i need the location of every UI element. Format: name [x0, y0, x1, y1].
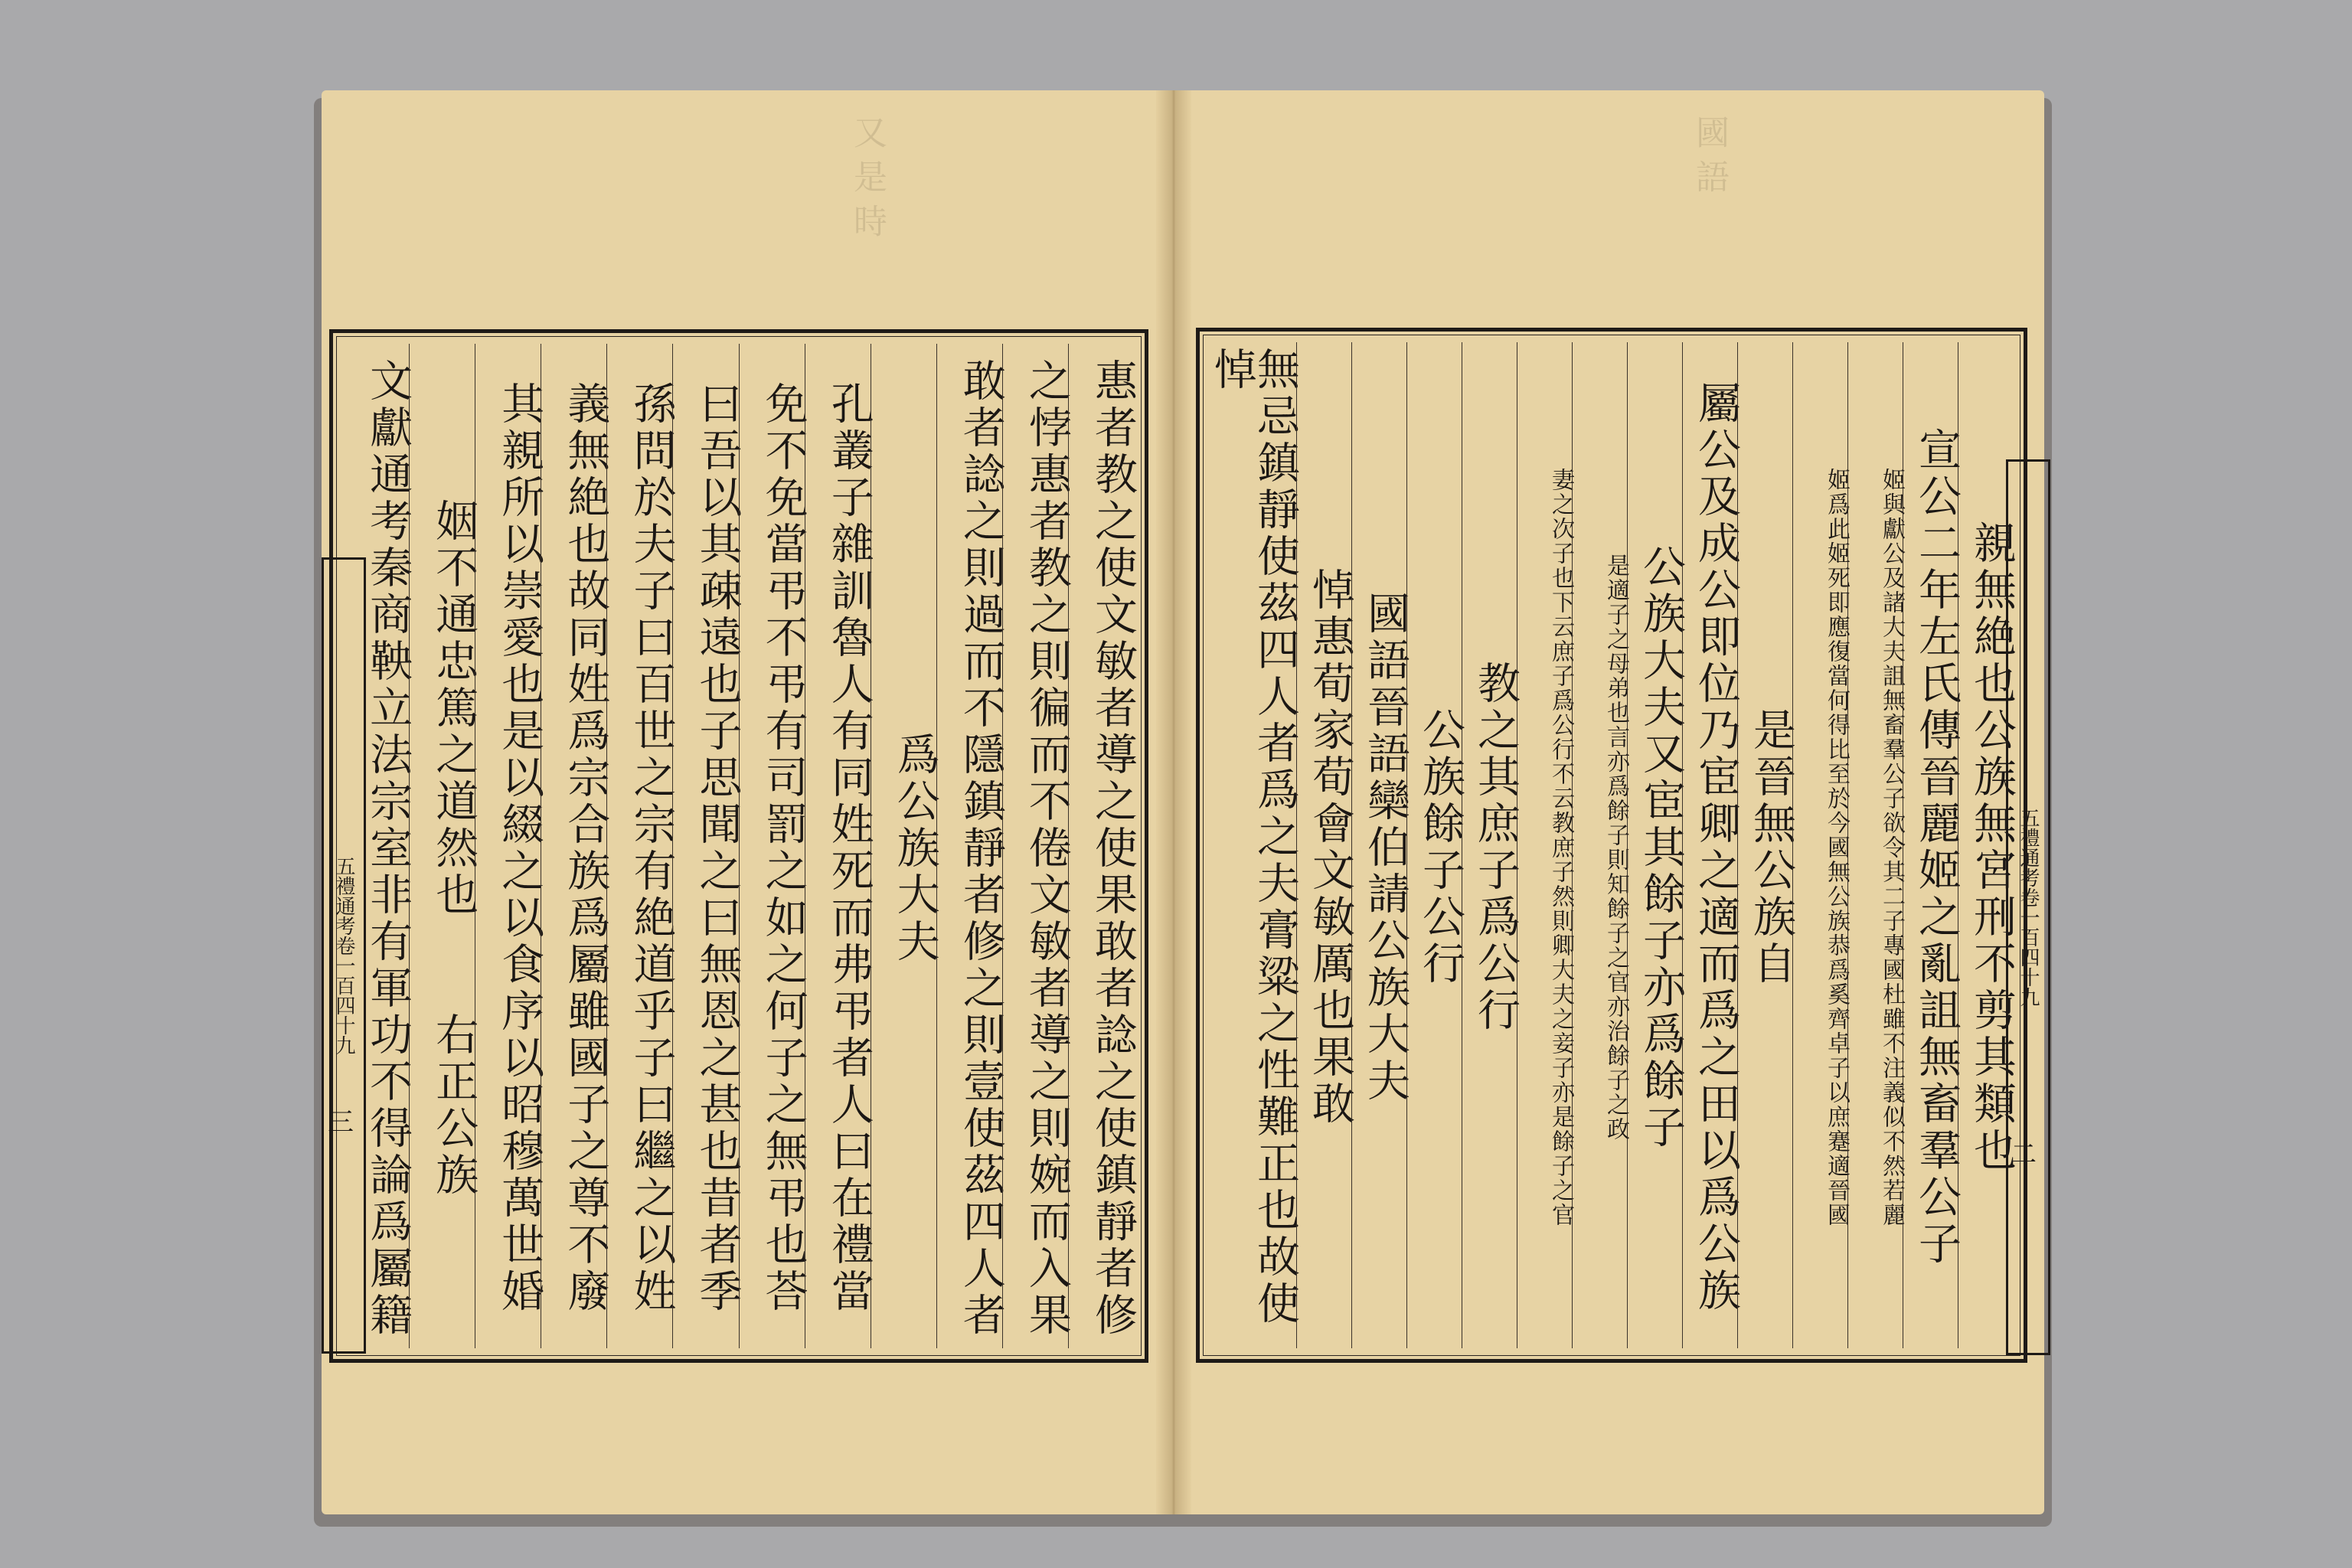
text-column-commentary — [1792, 342, 1850, 1348]
column-text: 國語晉語欒伯請公族大夫 — [1361, 590, 1410, 1105]
right-columns — [1207, 342, 2017, 1348]
right-fold-title: 五禮通考卷一百四十九 — [2006, 459, 2050, 1355]
column-text: 宣公二年左氏傳晉麗姬之亂詛無畜羣公子 — [1912, 427, 1962, 1268]
text-column — [1207, 342, 1300, 1348]
text-column — [1351, 342, 1410, 1348]
column-text: 姻不通忠篤之道然也 右正公族 — [429, 498, 479, 1199]
column-text: 之悖惠者教之則徧而不倦文敏者導之則婉而入果 — [1021, 358, 1072, 1339]
book-gutter — [1156, 90, 1191, 1514]
column-text: 教之其庶子爲公行 — [1471, 661, 1521, 1034]
show-through-text: 國語 — [1690, 115, 1729, 204]
text-column — [739, 344, 808, 1348]
text-column — [606, 344, 677, 1348]
column-text: 親無絶也公族無宮刑不剪其類也 — [1967, 521, 2017, 1174]
column-text: 惠者教之使文敏者導之使果敢者諗之使鎮靜者修 — [1088, 358, 1138, 1339]
text-column — [1903, 342, 1962, 1348]
column-text: 義無絶也故同姓爲宗合族爲屬雖國子之尊不廢 — [560, 381, 611, 1315]
right-text-frame — [1196, 328, 2027, 1363]
left-text-frame — [329, 329, 1148, 1363]
text-column — [409, 344, 479, 1348]
column-text: 公族餘子公行 — [1416, 707, 1465, 988]
column-text: 其親所以崇愛也是以綴之以食序以昭穆萬世婚 — [495, 381, 545, 1315]
column-text: 是晉無公族自 — [1746, 707, 1796, 988]
column-text: 爲公族大夫 — [890, 731, 940, 965]
text-column-commentary — [1572, 342, 1627, 1348]
column-text: 孫問於夫子曰百世之宗有絶道乎子曰繼之以姓 — [626, 381, 677, 1315]
column-text: 免不免當弔不弔有司罰之如之何子之無弔也荅 — [758, 381, 808, 1315]
text-column-commentary — [1517, 342, 1572, 1348]
text-column — [936, 344, 1006, 1348]
left-fold-title: 五禮通考卷一百四十九 — [322, 557, 366, 1354]
column-text: 屬公及成公即位乃宦卿之適而爲之田以爲公族 — [1691, 381, 1741, 1315]
text-column — [1296, 342, 1355, 1348]
text-column — [1737, 342, 1796, 1348]
text-column — [1682, 342, 1741, 1348]
text-column — [541, 344, 611, 1348]
text-column-commentary — [1847, 342, 1903, 1348]
show-through-text: 又是時 — [848, 115, 887, 248]
column-text: 文獻通考秦商鞅立法宗室非有軍功不得論爲屬籍 — [363, 358, 413, 1339]
column-text: 是適子之母弟也言亦爲餘子則知餘子之官亦治餘子之政 — [1602, 554, 1629, 1142]
text-column — [1406, 342, 1465, 1348]
text-column — [871, 344, 940, 1348]
text-column — [1002, 344, 1072, 1348]
right-page-number: 二 — [2011, 1139, 2037, 1170]
column-text: 公族大夫又宦其餘子亦爲餘子 — [1636, 544, 1686, 1152]
text-column — [1627, 342, 1686, 1348]
column-text: 妻之次子也下云庶子爲公行不云教庶子然則卿大夫之妾子亦是餘子之官 — [1547, 468, 1574, 1227]
left-page-number: 三 — [328, 1107, 354, 1138]
column-text: 曰吾以其疎遠也子思聞之曰無恩之甚也昔者季 — [692, 381, 743, 1315]
text-column — [672, 344, 743, 1348]
column-text: 姬與獻公及諸大夫詛無畜羣公子欲令其二子專國杜雖不注義似不然若麗 — [1878, 468, 1905, 1227]
column-text: 悼惠荀家荀會文敏厲也果敢 — [1305, 567, 1355, 1128]
column-text: 敢者諗之則過而不隱鎮靜者修之則壹使茲四人者 — [956, 358, 1006, 1339]
text-column — [1462, 342, 1521, 1348]
text-column — [1958, 342, 2017, 1348]
text-column — [1068, 344, 1138, 1348]
column-text: 無忌鎮靜使茲四人者爲之夫膏粱之性難正也故使悼 — [1207, 347, 1300, 1328]
column-text: 孔叢子雜訓魯人有同姓死而弗弔者人曰在禮當 — [824, 381, 874, 1315]
text-column — [475, 344, 545, 1348]
text-column — [805, 344, 874, 1348]
column-text: 姬爲此姬死即應復當何得比至於今國無公族恭爲奚齊卓子以庶蹇適晉國 — [1823, 468, 1850, 1227]
left-columns — [344, 344, 1138, 1348]
